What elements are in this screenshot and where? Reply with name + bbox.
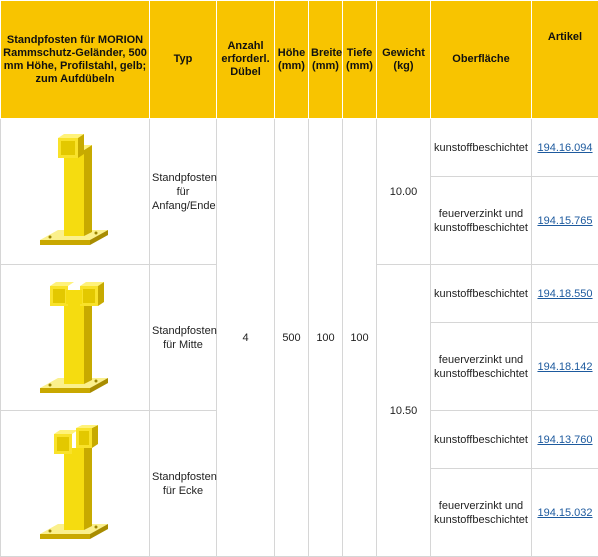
post-anfang-ende-image [30, 128, 120, 256]
surface-cell: kunstoffbeschichtet [431, 411, 532, 469]
article-cell [532, 323, 598, 411]
product-image-anfang-ende [1, 119, 150, 265]
article-cell [532, 469, 598, 557]
header-gewicht: Gewicht (kg) [377, 1, 431, 119]
type-cell: Standpfosten für Anfang/Ende [150, 119, 217, 265]
article-link[interactable]: 194.15.765 [537, 215, 592, 227]
surface-cell: feuerverzinkt und kunstoffbeschichtet [431, 469, 532, 557]
table-row [1, 119, 598, 177]
duebel-cell: 4 [217, 119, 275, 557]
hoehe-cell: 500 [275, 119, 309, 557]
header-tiefe: Tiefe (mm) [343, 1, 377, 119]
article-cell [532, 177, 598, 265]
article-cell [532, 411, 598, 469]
article-link[interactable]: 194.13.760 [537, 434, 592, 446]
header-hoehe: Höhe (mm) [275, 1, 309, 119]
surface-cell: feuerverzinkt und kunstoffbeschichtet [431, 323, 532, 411]
article-link[interactable]: 194.15.032 [537, 507, 592, 519]
type-cell: Standpfosten für Mitte [150, 265, 217, 411]
surface-cell: kunstoffbeschichtet [431, 265, 532, 323]
header-oberflaeche: Oberfläche [431, 1, 532, 119]
header-row [1, 1, 598, 119]
type-cell: Standpfosten für Ecke [150, 411, 217, 557]
product-image-ecke [1, 411, 150, 557]
post-mitte-image [30, 272, 120, 404]
header-product: Standpfosten für MORION Rammschutz-Geländer, 500 mm Höhe, Profilstahl, gelb; zum Aufdübeln [1, 1, 150, 119]
header-typ: Typ [150, 1, 217, 119]
post-ecke-image [30, 418, 120, 550]
article-cell [532, 265, 598, 323]
product-image-mitte [1, 265, 150, 411]
article-link[interactable]: 194.18.550 [537, 288, 592, 300]
article-link[interactable]: 194.16.094 [537, 142, 592, 154]
gewicht-cell: 10.00 [377, 119, 431, 265]
tiefe-cell: 100 [343, 119, 377, 557]
article-cell [532, 119, 598, 177]
header-breite: Breite (mm) [309, 1, 343, 119]
surface-cell: feuerverzinkt und kunstoffbeschichtet [431, 177, 532, 265]
header-artikel: Artikel [532, 1, 598, 119]
breite-cell: 100 [309, 119, 343, 557]
surface-cell: kunstoffbeschichtet [431, 119, 532, 177]
gewicht-cell: 10.50 [377, 265, 431, 557]
article-link[interactable]: 194.18.142 [537, 361, 592, 373]
header-duebel: Anzahl erforderl. Dübel [217, 1, 275, 119]
